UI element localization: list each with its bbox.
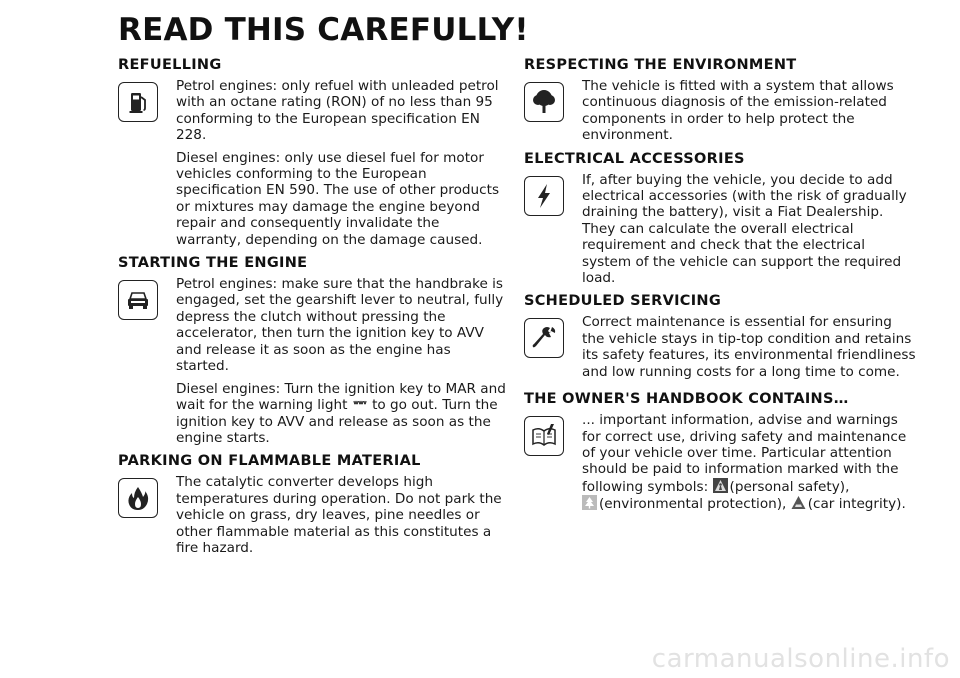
environment-text: The vehicle is fitted with a system that allows continuous diagnosis of the emission-related components in order to help protect the environment.: [582, 78, 894, 144]
car-front-icon: [118, 280, 158, 320]
page-title: READ THIS CAREFULLY!: [118, 12, 529, 48]
personal-safety-label: (personal safety),: [729, 478, 850, 495]
refuelling-petrol-text: Petrol engines: only refuel with unleaded petrol with an octane rating (RON) of no less than 95 conforming to the European specification EN 228.: [176, 78, 499, 144]
car-integrity-label: (car integrity).: [807, 496, 906, 513]
starting-diesel-text-start: Diesel engines: Turn the ignition key to MAR and wait for the warning light: [176, 380, 506, 414]
lightning-icon: [524, 176, 564, 216]
handbook-intro-text: ... important information, advise and warnings for correct use, driving safety and maintenance of your vehicle over time. Particular attention should be paid to information marked with the following symbols:: [582, 412, 907, 495]
handbook-heading: THE OWNER'S HANDBOOK CONTAINS…: [524, 391, 849, 408]
servicing-heading: SCHEDULED SERVICING: [524, 293, 722, 310]
electrical-block: [524, 150, 916, 287]
environment-heading: RESPECTING THE ENVIRONMENT: [524, 57, 797, 73]
parking-block: [118, 452, 506, 556]
servicing-text: Correct maintenance is essential for ensuring the vehicle stays in tip-top condition and retains its safety features, its environmental friendliness and low running costs for a long time to come.: [582, 314, 916, 380]
watermark: carmanualsonline.info: [651, 644, 950, 674]
electrical-text: If, after buying the vehicle, you decide to add electrical accessories (with the risk of gradually draining the battery), visit a Fiat Dealership. They can calculate the overall electrical requirement and check that the electrical system of the vehicle can support the required load.: [582, 171, 907, 287]
environment-block: [524, 56, 916, 144]
parking-text: The catalytic converter develops high temperatures during operation. Do not park the vehicle on grass, dry leaves, pine needles or other flammable material as this constitutes a fire hazard.: [176, 474, 502, 556]
handbook-text: [582, 412, 916, 512]
left-column: [118, 56, 506, 562]
handbook-block: [524, 390, 916, 512]
flame-icon: [118, 478, 158, 518]
refuelling-heading: REFUELLING: [118, 57, 222, 73]
environmental-protection-label: (environmental protection),: [599, 496, 787, 513]
starting-petrol-text: Petrol engines: make sure that the handbrake is engaged, set the gearshift lever to neutral, fully depress the clutch without pressing the accelerator, then turn the ignition key to AVV and release it as soon as the engine has started.: [176, 276, 504, 375]
open-book-icon: [524, 416, 564, 456]
refuelling-block: [118, 56, 506, 248]
wrench-icon: [524, 318, 564, 358]
starting-diesel-text-end: to go out. Turn the ignition key to AVV and release as soon as the engine starts.: [176, 397, 498, 446]
electrical-heading: ELECTRICAL ACCESSORIES: [524, 150, 745, 167]
fuel-pump-icon: [118, 82, 158, 122]
refuelling-diesel-text: Diesel engines: only use diesel fuel for motor vehicles conforming to the European specification EN 590. The use of other products or mixtures may damage the engine beyond repair and consequently invalidate the warranty, depending on the damage caused.: [176, 149, 500, 248]
glow-plug-warning-icon: [352, 397, 368, 413]
starting-diesel-text: [176, 381, 506, 447]
personal-safety-icon: [713, 478, 728, 493]
tree-icon: [524, 82, 564, 122]
starting-block: [118, 254, 506, 446]
servicing-block: [524, 292, 916, 380]
right-column: [524, 56, 916, 519]
environmental-protection-icon: [582, 495, 597, 510]
car-integrity-icon: [791, 495, 806, 510]
starting-heading: STARTING THE ENGINE: [118, 255, 308, 272]
parking-heading: PARKING ON FLAMMABLE MATERIAL: [118, 453, 421, 470]
